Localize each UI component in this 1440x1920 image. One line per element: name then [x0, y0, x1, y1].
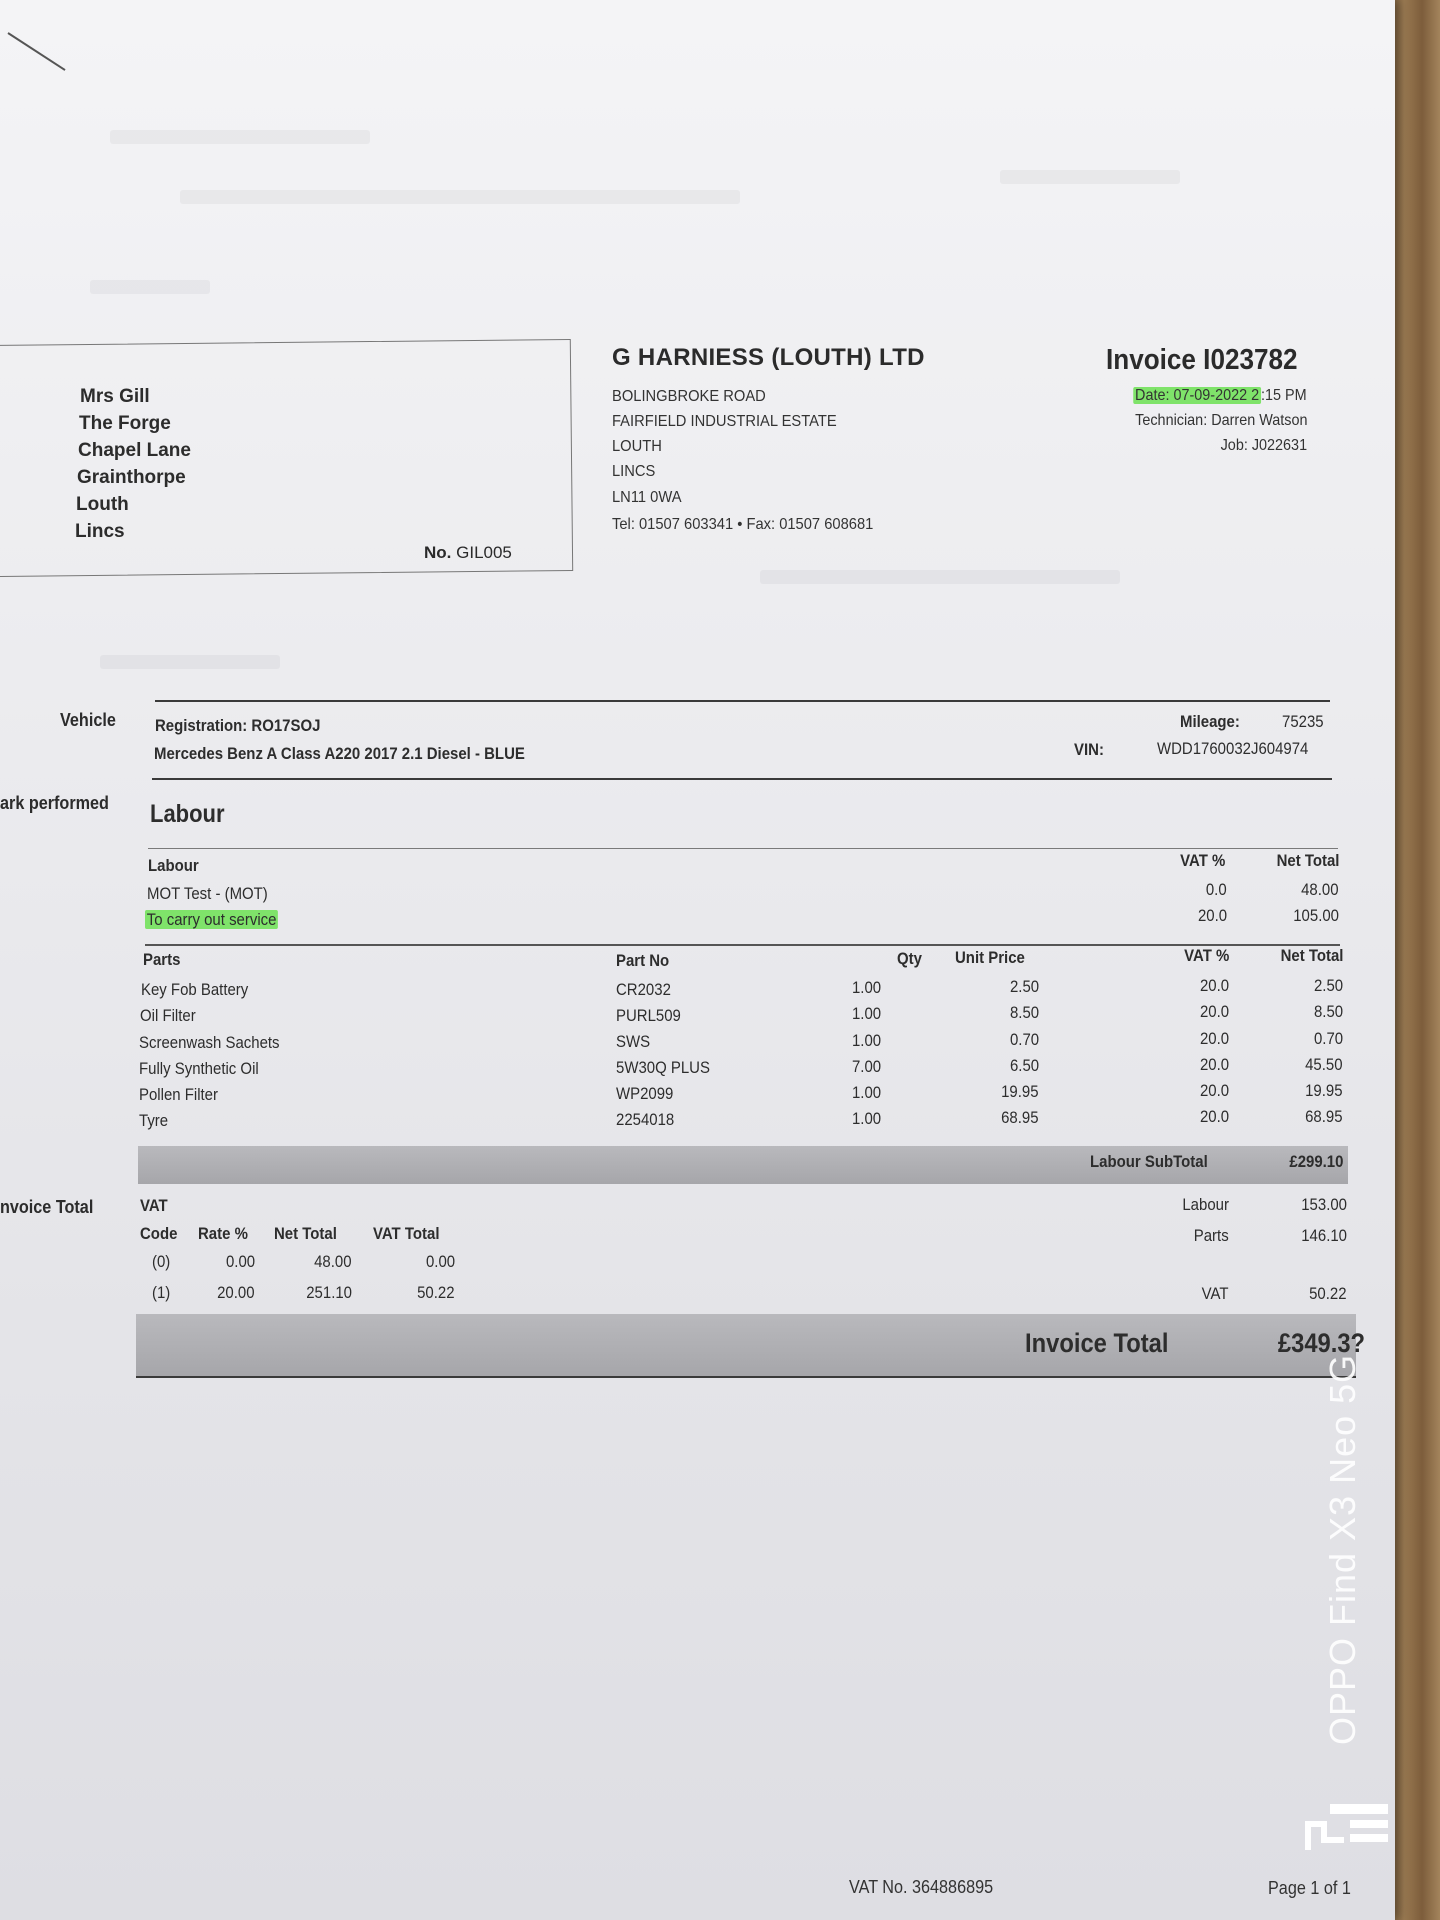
labour-row-desc: MOT Test - (MOT) [147, 884, 268, 903]
part-qty: 1.00 [851, 1109, 881, 1128]
part-number: 2254018 [616, 1110, 675, 1129]
vat-table-title: VAT [140, 1196, 168, 1215]
part-number: WP2099 [616, 1084, 674, 1103]
part-vat: 20.0 [1199, 1002, 1229, 1021]
customer-name: Mrs Gill [80, 386, 150, 407]
mileage-label: Mileage: [1180, 712, 1240, 731]
part-desc: Oil Filter [140, 1006, 196, 1025]
part-qty: 7.00 [851, 1057, 881, 1076]
labour-header-rule [148, 848, 1338, 849]
part-vat: 20.0 [1199, 1055, 1229, 1074]
part-desc: Pollen Filter [139, 1085, 218, 1104]
labour-header-vat: VAT % [1179, 851, 1225, 870]
vehicle-bottom-rule [152, 778, 1332, 780]
part-unit-price: 2.50 [1009, 977, 1039, 996]
part-vat: 20.0 [1199, 1081, 1229, 1100]
part-desc: Screenwash Sachets [139, 1033, 280, 1052]
company-contact: Tel: 01507 603341 • Fax: 01507 608681 [612, 516, 874, 533]
vat-net: 251.10 [306, 1283, 352, 1302]
vat-total-value: 50.22 [1309, 1284, 1347, 1303]
labour-header-item: Labour [148, 856, 199, 875]
parts-total-value: 146.10 [1301, 1226, 1347, 1245]
camera-brand-icon [1304, 1800, 1394, 1856]
labour-row-net: 48.00 [1301, 880, 1339, 899]
invoice-total-rule [136, 1376, 1356, 1378]
camera-watermark: OPPO Find X3 Neo 5G [1322, 1353, 1363, 1745]
date-highlight: Date: 07-09-2022 2 [1135, 387, 1260, 404]
part-number: CR2032 [616, 980, 671, 999]
part-qty: 1.00 [851, 1004, 881, 1023]
customer-address-line: Lincs [75, 521, 125, 542]
parts-header-rule [145, 944, 1340, 946]
subtotal-label: Labour SubTotal [1090, 1152, 1208, 1171]
show-through [180, 190, 740, 204]
labour-row-net: 105.00 [1293, 906, 1339, 925]
part-qty: 1.00 [851, 978, 881, 997]
show-through [100, 655, 280, 669]
part-unit-price: 6.50 [1009, 1056, 1039, 1075]
part-unit-price: 19.95 [1001, 1082, 1039, 1101]
labour-total-value: 153.00 [1301, 1195, 1347, 1214]
show-through [90, 280, 210, 294]
part-vat: 20.0 [1199, 1029, 1229, 1048]
vehicle-top-rule [155, 700, 1330, 702]
parts-header-qty: Qty [897, 949, 922, 968]
vat-total: 0.00 [425, 1252, 455, 1271]
labour-header-net: Net Total [1276, 851, 1339, 870]
part-desc: Tyre [139, 1111, 169, 1130]
part-net: 68.95 [1305, 1107, 1343, 1126]
mileage-value: 75235 [1282, 712, 1324, 731]
subtotal-value: £299.10 [1288, 1152, 1343, 1171]
customer-address-line: Grainthorpe [77, 467, 186, 488]
part-number: 5W30Q PLUS [616, 1058, 710, 1077]
labour-row-vat: 0.0 [1206, 880, 1227, 899]
page-number: Page 1 of 1 [1268, 1878, 1351, 1898]
vehicle-registration: Registration: RO17SOJ [155, 716, 321, 735]
company-name: G HARNIESS (LOUTH) LTD [612, 344, 925, 371]
part-unit-price: 0.70 [1009, 1030, 1039, 1049]
vat-number: VAT No. 364886895 [849, 1877, 994, 1897]
vat-rate: 20.00 [217, 1283, 255, 1302]
parts-header-unit: Unit Price [955, 948, 1025, 967]
customer-address-line: The Forge [79, 413, 171, 434]
invoice-total-value: £349.3? [1277, 1328, 1365, 1358]
part-net: 0.70 [1313, 1029, 1343, 1048]
company-address-line: LINCS [612, 463, 656, 480]
vat-code: (1) [152, 1283, 171, 1302]
account-label: No. [424, 543, 452, 562]
part-unit-price: 8.50 [1009, 1003, 1039, 1022]
invoice-total-label: Invoice Total [1025, 1328, 1169, 1358]
part-net: 8.50 [1313, 1002, 1343, 1021]
invoice-date [1134, 387, 1307, 405]
part-desc: Key Fob Battery [141, 980, 249, 999]
pen-mark [7, 32, 65, 71]
account-number [424, 543, 512, 563]
parts-header-item: Parts [143, 950, 181, 969]
vat-header-vat: VAT Total [373, 1224, 440, 1243]
company-address-line: FAIRFIELD INDUSTRIAL ESTATE [612, 413, 837, 430]
part-unit-price: 68.95 [1001, 1108, 1039, 1127]
vat-code: (0) [152, 1252, 171, 1271]
vat-header-rate: Rate % [198, 1224, 248, 1243]
vat-net: 48.00 [314, 1252, 352, 1271]
parts-total-label: Parts [1194, 1226, 1229, 1245]
show-through [1000, 170, 1180, 184]
part-qty: 1.00 [851, 1031, 881, 1050]
labour-total-label: Labour [1182, 1195, 1229, 1214]
company-address-line: LOUTH [612, 438, 662, 455]
vehicle-section-label: Vehicle [60, 710, 116, 730]
show-through [110, 130, 370, 144]
part-number: PURL509 [616, 1006, 681, 1025]
part-number: SWS [616, 1032, 651, 1051]
company-address-line: LN11 0WA [612, 489, 682, 506]
part-vat: 20.0 [1199, 1107, 1229, 1126]
work-section-label: ark performed [0, 793, 109, 813]
labour-section-title: Labour [150, 800, 225, 828]
account-value: GIL005 [456, 543, 512, 562]
parts-header-vat: VAT % [1183, 946, 1229, 965]
part-desc: Fully Synthetic Oil [139, 1059, 259, 1078]
vehicle-description: Mercedes Benz A Class A220 2017 2.1 Diesel - BLUE [154, 744, 525, 763]
show-through [760, 570, 1120, 584]
vat-total-label: VAT [1202, 1284, 1229, 1303]
parts-header-partno: Part No [616, 951, 670, 970]
labour-row-desc [145, 910, 278, 930]
part-net: 45.50 [1305, 1055, 1343, 1074]
customer-address-line: Louth [76, 494, 129, 515]
customer-address-line: Chapel Lane [78, 440, 191, 461]
invoice-total-bar [136, 1314, 1356, 1376]
vat-rate: 0.00 [225, 1252, 255, 1271]
vin-label: VIN: [1074, 740, 1104, 759]
service-highlight: To carry out service [146, 910, 277, 929]
vat-total: 50.22 [417, 1283, 455, 1302]
vat-header-net: Net Total [274, 1224, 337, 1243]
vat-header-code: Code [140, 1224, 178, 1243]
part-vat: 20.0 [1199, 976, 1229, 995]
job-number: Job: J022631 [1220, 437, 1307, 454]
part-net: 2.50 [1313, 976, 1343, 995]
date-time-rest: :15 PM [1261, 387, 1307, 404]
company-address-line: BOLINGBROKE ROAD [612, 388, 766, 405]
invoice-title: Invoice I023782 [1106, 344, 1298, 376]
technician: Technician: Darren Watson [1134, 412, 1307, 429]
part-net: 19.95 [1305, 1081, 1343, 1100]
part-qty: 1.00 [851, 1083, 881, 1102]
parts-header-net: Net Total [1280, 946, 1343, 965]
labour-row-vat: 20.0 [1197, 906, 1227, 925]
total-section-label: nvoice Total [0, 1197, 94, 1217]
vin-value: WDD1760032J604974 [1157, 739, 1309, 758]
